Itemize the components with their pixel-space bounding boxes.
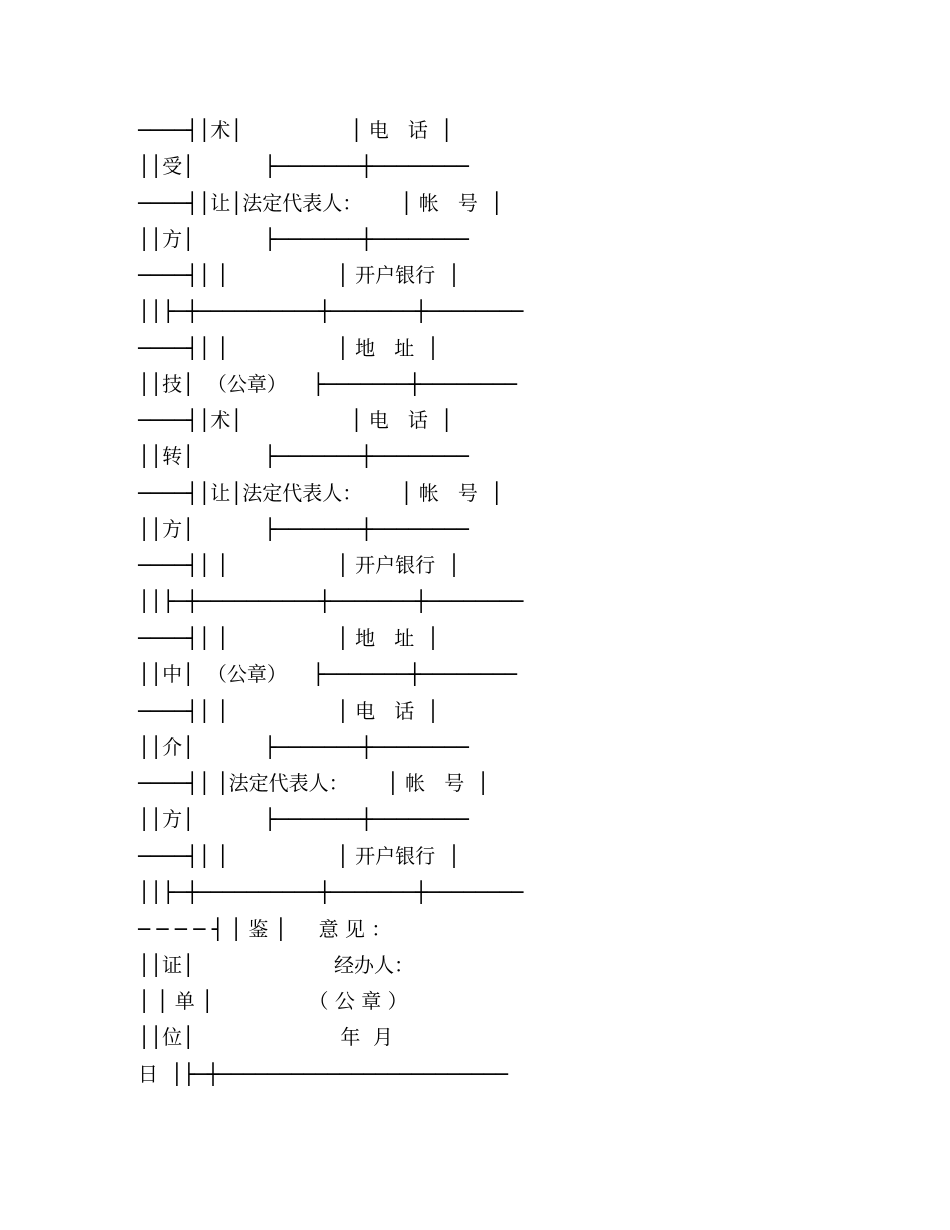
text-line-5: ────┤│ │ │ 开户银行 │ — [138, 263, 460, 287]
text-line-24: ││证│ 经办人： — [138, 953, 414, 977]
text-line-12: ││方│ ├───────┼──────── — [138, 517, 469, 541]
text-line-22: ││├─┼──────────┼───────┼──────── — [138, 880, 524, 904]
text-line-13: ────┤│ │ │ 开户银行 │ — [138, 553, 460, 577]
text-line-11: ────┤│让│法定代表人： │ 帐 号 │ — [138, 481, 503, 505]
text-line-25: │ │ 单 │ （ 公 章 ） — [138, 989, 408, 1013]
text-line-27: 日 │├─┼──────────────────────── — [138, 1062, 508, 1086]
text-line-9: ────┤│术│ │ 电 话 │ — [138, 408, 453, 432]
text-line-23: ─ ─ ─ ─ ┤ │ 鉴 │ 意 见 ： — [138, 917, 392, 941]
text-line-19: ────┤│ │法定代表人： │ 帐 号 │ — [138, 771, 490, 795]
text-line-8: ││技│ （公章） ├───────┼──────── — [138, 372, 517, 396]
text-line-6: ││├─┼──────────┼───────┼──────── — [138, 299, 524, 323]
text-line-3: ────┤│让│法定代表人： │ 帐 号 │ — [138, 191, 503, 215]
text-line-1: ────┤│术│ │ 电 话 │ — [138, 118, 453, 142]
text-line-10: ││转│ ├───────┼──────── — [138, 444, 469, 468]
text-line-21: ────┤│ │ │ 开户银行 │ — [138, 844, 460, 868]
text-line-18: ││介│ ├───────┼──────── — [138, 735, 469, 759]
text-line-16: ││中│ （公章） ├───────┼──────── — [138, 662, 517, 686]
text-line-15: ────┤│ │ │ 地 址 │ — [138, 626, 439, 650]
text-line-4: ││方│ ├───────┼──────── — [138, 227, 469, 251]
text-line-14: ││├─┼──────────┼───────┼──────── — [138, 589, 524, 613]
text-line-20: ││方│ ├───────┼──────── — [138, 807, 469, 831]
text-line-2: ││受│ ├───────┼──────── — [138, 154, 469, 178]
text-line-17: ────┤│ │ │ 电 话 │ — [138, 699, 439, 723]
text-line-7: ────┤│ │ │ 地 址 │ — [138, 336, 439, 360]
text-line-26: ││位│ 年 月 — [138, 1025, 394, 1049]
